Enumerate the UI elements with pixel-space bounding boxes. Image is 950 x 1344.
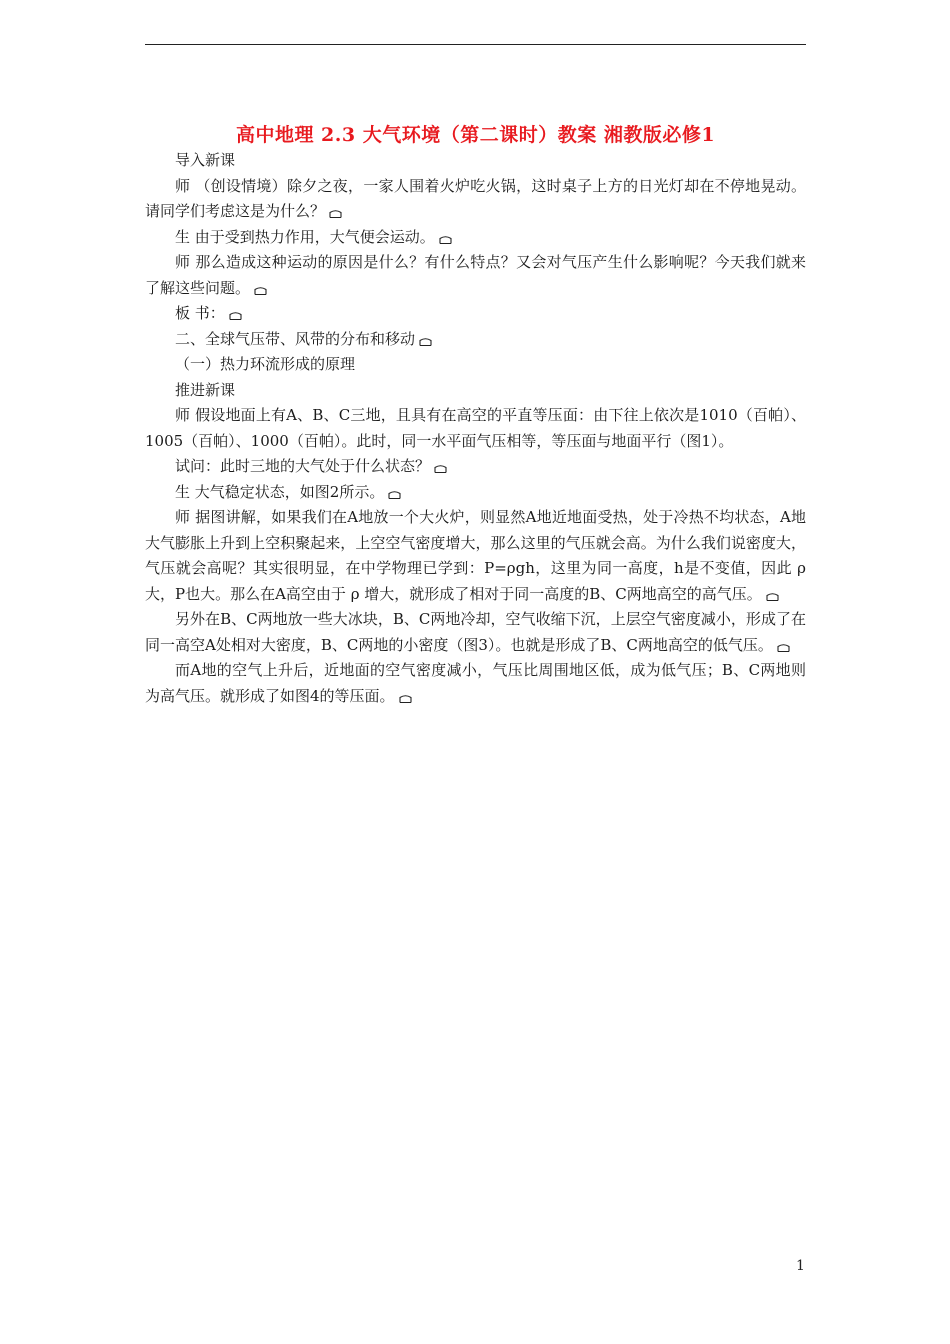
paragraph (145, 480, 806, 506)
return-mark-icon (254, 287, 267, 295)
paragraph (145, 174, 806, 225)
paragraph (145, 505, 806, 607)
paragraph-text: 导入新课 (175, 151, 236, 169)
return-mark-icon (777, 644, 790, 652)
paragraph-text: 推进新课 (175, 380, 236, 399)
document-title: 高中地理 2.3 大气环境（第二课时）教案 湘教版必修1 (235, 124, 716, 146)
return-mark-icon (229, 312, 242, 320)
paragraph-text: 生 由于受到热力作用，大气便会运动。 (175, 227, 435, 246)
header-rule (145, 44, 806, 45)
return-mark-icon (434, 465, 447, 473)
paragraph (145, 607, 806, 658)
paragraph-text: 而A地的空气上升后，近地面的空气密度减小，气压比周围地区低，成为低气压；B、C两地则为高气压。就形成了如图4的等压面。 (145, 661, 806, 705)
paragraph-text: 二、全球气压带、风带的分布和移动 (175, 329, 416, 348)
paragraph-text: 生 大气稳定状态，如图2所示。 (175, 482, 385, 501)
return-mark-icon (329, 210, 342, 218)
paragraph (145, 225, 806, 251)
paragraph (145, 301, 806, 327)
return-mark-icon (439, 236, 452, 244)
paragraph (145, 403, 806, 454)
document-body (145, 148, 806, 709)
paragraph-text: 另外在B、C两地放一些大冰块，B、C两地冷却，空气收缩下沉，上层空气密度减小，形成了在同一高空A处相对大密度，B、C两地的小密度（图3）。也就是形成了B、C两地高空的低气压。 (145, 610, 806, 654)
page-number: 1 (796, 1258, 805, 1274)
paragraph (145, 378, 806, 404)
return-mark-icon (399, 695, 412, 703)
return-mark-icon (388, 491, 401, 499)
paragraph (145, 454, 806, 480)
paragraph (145, 250, 806, 301)
paragraph-text: （一）热力环流形成的原理 (175, 355, 356, 373)
return-mark-icon (419, 338, 432, 346)
paragraph (145, 658, 806, 709)
paragraph-text: 师 那么造成这种运动的原因是什么？有什么特点？又会对气压产生什么影响呢？今天我们就来了解这些问题。 (145, 253, 806, 297)
paragraph-text: 师 （创设情境）除夕之夜，一家人围着火炉吃火锅，这时桌子上方的日光灯却在不停地晃动。请同学们考虑这是为什么？ (145, 176, 806, 220)
paragraph (145, 148, 806, 174)
paragraph (145, 352, 806, 378)
paragraph-text: 板 书： (175, 304, 225, 322)
paragraph-text: 试问：此时三地的大气处于什么状态？ (175, 457, 431, 475)
return-mark-icon (766, 593, 779, 601)
paragraph-text: 师 假设地面上有A、B、C三地，且具有在高空的平直等压面：由下往上依次是1010（百帕）、1005（百帕）、1000（百帕）。此时，同一水平面气压相等，等压面与地面平行（图1）。 (145, 406, 806, 450)
paragraph-text: 师 据图讲解，如果我们在A地放一个大火炉，则显然A地近地面受热，处于冷热不均状态，A地大气膨胀上升到上空积聚起来，上空空气密度增大，那么这里的气压就会高。为什么我们说密度大，气压就会高呢？其实很明显，在中学物理已学到：P=ρgh，这里为同一高度，h是不变值，因此 ρ 大，P也大。那么在A高空由于 ρ 增大，就形成了相对于同一高度的B、C两地高空的高气压。 (145, 508, 806, 603)
paragraph (145, 327, 806, 353)
